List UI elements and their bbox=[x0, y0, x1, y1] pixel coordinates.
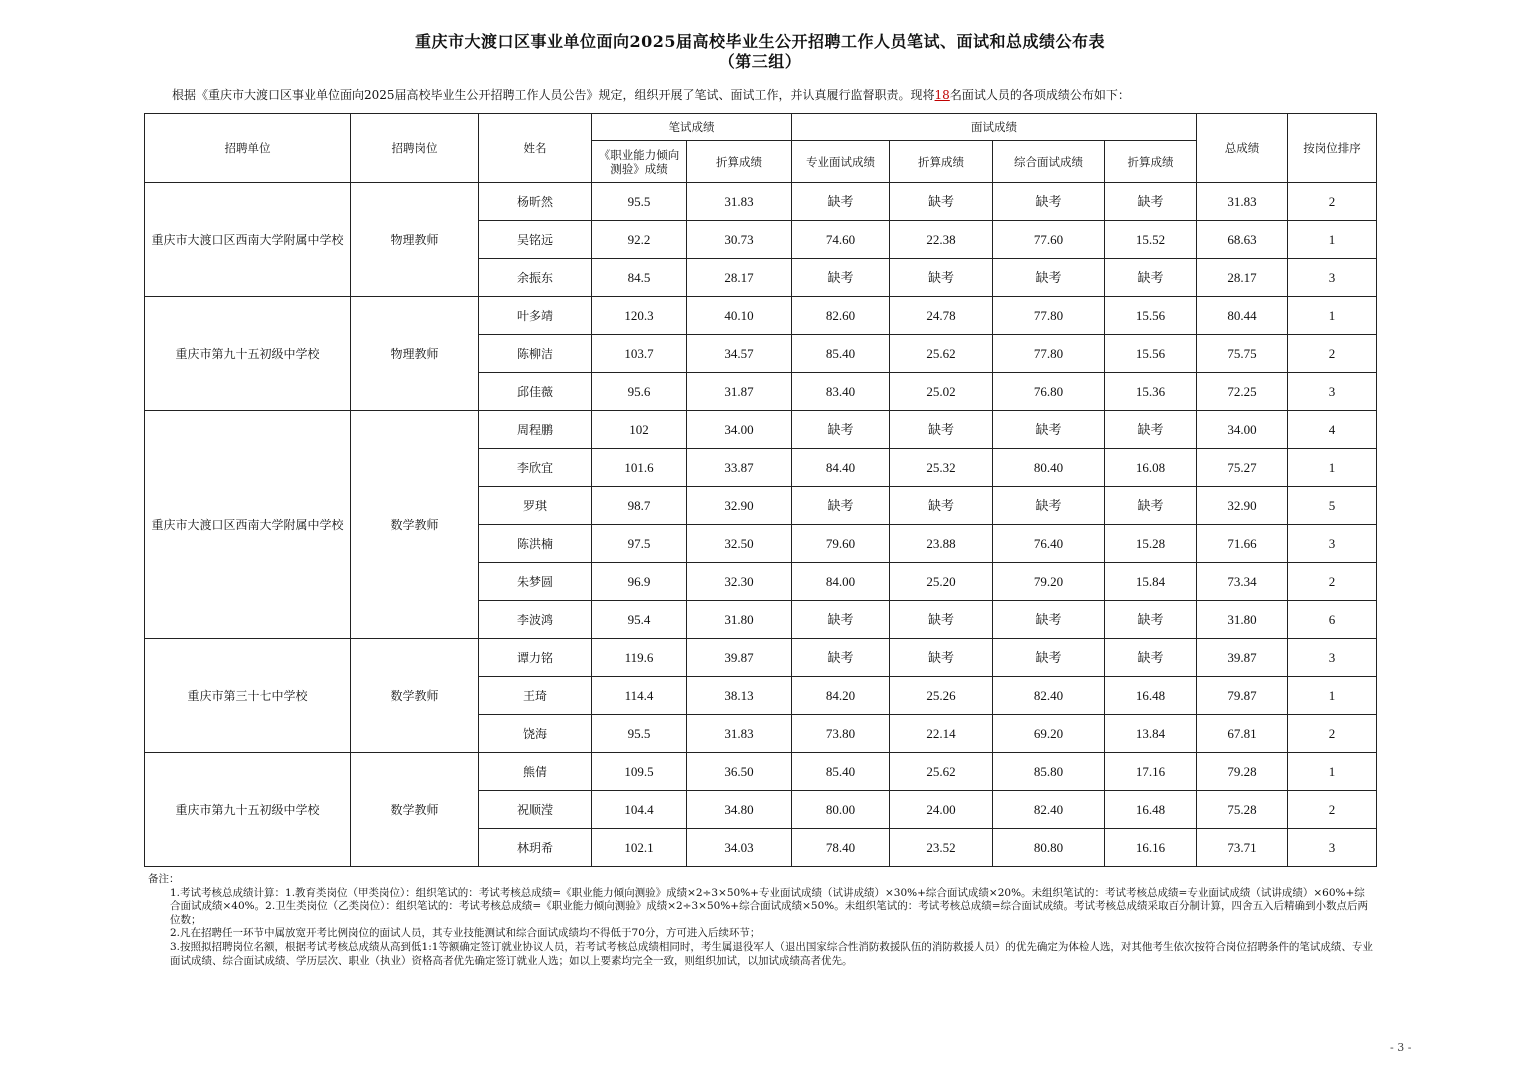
header-rank: 按岗位排序 bbox=[1288, 114, 1377, 183]
table-row bbox=[145, 297, 1377, 335]
header-general-converted: 折算成绩 bbox=[1105, 141, 1197, 183]
pro-conv-cell: 25.20 bbox=[890, 563, 993, 601]
pro-cell: 83.40 bbox=[792, 373, 890, 411]
total-cell: 75.27 bbox=[1197, 449, 1288, 487]
general-conv-cell: 15.36 bbox=[1105, 373, 1197, 411]
unit-cell: 重庆市第九十五初级中学校 bbox=[145, 297, 351, 411]
pro-conv-cell: 25.26 bbox=[890, 677, 993, 715]
written-conv-cell: 30.73 bbox=[687, 221, 792, 259]
position-cell: 数学教师 bbox=[351, 753, 479, 867]
header-name: 姓名 bbox=[479, 114, 592, 183]
general-conv-cell: 16.08 bbox=[1105, 449, 1197, 487]
position-cell: 数学教师 bbox=[351, 411, 479, 639]
name-cell: 陈洪楠 bbox=[479, 525, 592, 563]
written-conv-cell: 31.80 bbox=[687, 601, 792, 639]
general-cell: 缺考 bbox=[993, 183, 1105, 221]
pro-cell: 78.40 bbox=[792, 829, 890, 867]
name-cell: 邱佳薇 bbox=[479, 373, 592, 411]
rank-cell: 3 bbox=[1288, 639, 1377, 677]
notes-section bbox=[148, 873, 1373, 968]
written-cell: 101.6 bbox=[592, 449, 687, 487]
rank-cell: 2 bbox=[1288, 183, 1377, 221]
written-conv-cell: 34.00 bbox=[687, 411, 792, 449]
name-cell: 李波鸿 bbox=[479, 601, 592, 639]
rank-cell: 3 bbox=[1288, 373, 1377, 411]
general-cell: 77.60 bbox=[993, 221, 1105, 259]
pro-cell: 80.00 bbox=[792, 791, 890, 829]
page-subtitle: （第三组） bbox=[718, 52, 802, 71]
written-cell: 119.6 bbox=[592, 639, 687, 677]
general-conv-cell: 缺考 bbox=[1105, 411, 1197, 449]
written-conv-cell: 34.57 bbox=[687, 335, 792, 373]
name-cell: 陈柳洁 bbox=[479, 335, 592, 373]
intro-text-end: 名面试人员的各项成绩公布如下： bbox=[949, 88, 1130, 102]
header-interview-group: 面试成绩 bbox=[792, 114, 1197, 141]
total-cell: 73.71 bbox=[1197, 829, 1288, 867]
intro-count: 18 bbox=[934, 88, 950, 102]
total-cell: 80.44 bbox=[1197, 297, 1288, 335]
general-cell: 缺考 bbox=[993, 487, 1105, 525]
pro-conv-cell: 缺考 bbox=[890, 601, 993, 639]
pro-cell: 82.60 bbox=[792, 297, 890, 335]
rank-cell: 1 bbox=[1288, 677, 1377, 715]
page-number: - 3 - bbox=[1390, 1041, 1412, 1054]
pro-conv-cell: 22.14 bbox=[890, 715, 993, 753]
rank-cell: 1 bbox=[1288, 297, 1377, 335]
general-cell: 77.80 bbox=[993, 297, 1105, 335]
rank-cell: 2 bbox=[1288, 791, 1377, 829]
general-conv-cell: 15.28 bbox=[1105, 525, 1197, 563]
general-cell: 77.80 bbox=[993, 335, 1105, 373]
table-row bbox=[145, 753, 1377, 791]
pro-cell: 85.40 bbox=[792, 753, 890, 791]
general-cell: 85.80 bbox=[993, 753, 1105, 791]
general-conv-cell: 15.56 bbox=[1105, 335, 1197, 373]
written-conv-cell: 36.50 bbox=[687, 753, 792, 791]
written-cell: 114.4 bbox=[592, 677, 687, 715]
pro-conv-cell: 缺考 bbox=[890, 411, 993, 449]
pro-conv-cell: 24.78 bbox=[890, 297, 993, 335]
written-cell: 95.4 bbox=[592, 601, 687, 639]
general-conv-cell: 13.84 bbox=[1105, 715, 1197, 753]
general-conv-cell: 缺考 bbox=[1105, 639, 1197, 677]
general-cell: 82.40 bbox=[993, 677, 1105, 715]
header-written-group: 笔试成绩 bbox=[592, 114, 792, 141]
written-conv-cell: 32.90 bbox=[687, 487, 792, 525]
pro-conv-cell: 24.00 bbox=[890, 791, 993, 829]
pro-cell: 74.60 bbox=[792, 221, 890, 259]
notes-label: 备注： bbox=[148, 873, 180, 885]
general-cell: 80.40 bbox=[993, 449, 1105, 487]
general-cell: 76.80 bbox=[993, 373, 1105, 411]
general-conv-cell: 15.84 bbox=[1105, 563, 1197, 601]
pro-conv-cell: 缺考 bbox=[890, 487, 993, 525]
pro-conv-cell: 缺考 bbox=[890, 639, 993, 677]
general-conv-cell: 16.48 bbox=[1105, 791, 1197, 829]
unit-cell: 重庆市第九十五初级中学校 bbox=[145, 753, 351, 867]
pro-cell: 85.40 bbox=[792, 335, 890, 373]
rank-cell: 4 bbox=[1288, 411, 1377, 449]
written-cell: 92.2 bbox=[592, 221, 687, 259]
total-cell: 75.28 bbox=[1197, 791, 1288, 829]
position-cell: 数学教师 bbox=[351, 639, 479, 753]
name-cell: 余振东 bbox=[479, 259, 592, 297]
written-conv-cell: 32.30 bbox=[687, 563, 792, 601]
total-cell: 79.87 bbox=[1197, 677, 1288, 715]
general-cell: 76.40 bbox=[993, 525, 1105, 563]
general-conv-cell: 16.16 bbox=[1105, 829, 1197, 867]
written-conv-cell: 34.80 bbox=[687, 791, 792, 829]
written-conv-cell: 31.83 bbox=[687, 715, 792, 753]
written-cell: 95.5 bbox=[592, 183, 687, 221]
name-cell: 杨昕然 bbox=[479, 183, 592, 221]
header-written-converted: 折算成绩 bbox=[687, 141, 792, 183]
name-cell: 周程鹏 bbox=[479, 411, 592, 449]
rank-cell: 6 bbox=[1288, 601, 1377, 639]
header-pro-interview: 专业面试成绩 bbox=[792, 141, 890, 183]
rank-cell: 2 bbox=[1288, 715, 1377, 753]
written-conv-cell: 33.87 bbox=[687, 449, 792, 487]
pro-conv-cell: 23.52 bbox=[890, 829, 993, 867]
pro-conv-cell: 25.62 bbox=[890, 335, 993, 373]
intro-paragraph bbox=[172, 86, 1130, 103]
written-conv-cell: 31.83 bbox=[687, 183, 792, 221]
pro-conv-cell: 缺考 bbox=[890, 259, 993, 297]
header-general-interview: 综合面试成绩 bbox=[993, 141, 1105, 183]
pro-cell: 79.60 bbox=[792, 525, 890, 563]
name-cell: 熊倩 bbox=[479, 753, 592, 791]
pro-cell: 73.80 bbox=[792, 715, 890, 753]
total-cell: 32.90 bbox=[1197, 487, 1288, 525]
name-cell: 李欣宜 bbox=[479, 449, 592, 487]
total-cell: 31.80 bbox=[1197, 601, 1288, 639]
written-conv-cell: 31.87 bbox=[687, 373, 792, 411]
rank-cell: 5 bbox=[1288, 487, 1377, 525]
pro-cell: 84.40 bbox=[792, 449, 890, 487]
general-conv-cell: 15.52 bbox=[1105, 221, 1197, 259]
name-cell: 林玥希 bbox=[479, 829, 592, 867]
pro-conv-cell: 22.38 bbox=[890, 221, 993, 259]
written-cell: 120.3 bbox=[592, 297, 687, 335]
score-table bbox=[144, 113, 1377, 867]
header-position: 招聘岗位 bbox=[351, 114, 479, 183]
position-cell: 物理教师 bbox=[351, 183, 479, 297]
total-cell: 79.28 bbox=[1197, 753, 1288, 791]
pro-cell: 缺考 bbox=[792, 259, 890, 297]
written-cell: 104.4 bbox=[592, 791, 687, 829]
rank-cell: 1 bbox=[1288, 449, 1377, 487]
name-cell: 祝顺滢 bbox=[479, 791, 592, 829]
header-pro-converted: 折算成绩 bbox=[890, 141, 993, 183]
rank-cell: 1 bbox=[1288, 753, 1377, 791]
written-conv-cell: 28.17 bbox=[687, 259, 792, 297]
header-written-score: 《职业能力倾向测验》成绩 bbox=[592, 141, 687, 183]
general-conv-cell: 缺考 bbox=[1105, 487, 1197, 525]
table-row bbox=[145, 639, 1377, 677]
general-cell: 缺考 bbox=[993, 411, 1105, 449]
unit-cell: 重庆市大渡口区西南大学附属中学校 bbox=[145, 183, 351, 297]
unit-cell: 重庆市大渡口区西南大学附属中学校 bbox=[145, 411, 351, 639]
rank-cell: 3 bbox=[1288, 525, 1377, 563]
intro-text: 根据《重庆市大渡口区事业单位面向2025届高校毕业生公开招聘工作人员公告》规定，组织开展了笔试、面试工作，并认真履行监督职责。现将 bbox=[172, 88, 935, 102]
total-cell: 34.00 bbox=[1197, 411, 1288, 449]
written-cell: 97.5 bbox=[592, 525, 687, 563]
pro-conv-cell: 25.62 bbox=[890, 753, 993, 791]
rank-cell: 1 bbox=[1288, 221, 1377, 259]
written-conv-cell: 39.87 bbox=[687, 639, 792, 677]
name-cell: 朱梦圆 bbox=[479, 563, 592, 601]
table-row bbox=[145, 411, 1377, 449]
written-cell: 98.7 bbox=[592, 487, 687, 525]
written-conv-cell: 34.03 bbox=[687, 829, 792, 867]
general-cell: 缺考 bbox=[993, 639, 1105, 677]
total-cell: 28.17 bbox=[1197, 259, 1288, 297]
pro-cell: 缺考 bbox=[792, 411, 890, 449]
total-cell: 67.81 bbox=[1197, 715, 1288, 753]
general-cell: 缺考 bbox=[993, 601, 1105, 639]
total-cell: 39.87 bbox=[1197, 639, 1288, 677]
position-cell: 物理教师 bbox=[351, 297, 479, 411]
general-cell: 82.40 bbox=[993, 791, 1105, 829]
note-item: 3.按照拟招聘岗位名额，根据考试考核总成绩从高到低1:1等额确定签订就业协议人员，若考试考核总成绩相同时，考生属退役军人（退出国家综合性消防救援队伍的消防救援人员）的优先确定为体检人选，对其他考生依次按符合岗位招聘条件的笔试成绩、专业面试成绩、综合面试成绩、学历层次、职业（执业）资格高者优先确定签订就业人选；如以上要素均完全一致，则组织加试，以加试成绩高者优先。 bbox=[170, 940, 1373, 967]
name-cell: 叶多靖 bbox=[479, 297, 592, 335]
general-conv-cell: 缺考 bbox=[1105, 183, 1197, 221]
table-row bbox=[145, 183, 1377, 221]
rank-cell: 3 bbox=[1288, 259, 1377, 297]
pro-cell: 84.20 bbox=[792, 677, 890, 715]
general-conv-cell: 16.48 bbox=[1105, 677, 1197, 715]
written-cell: 84.5 bbox=[592, 259, 687, 297]
written-cell: 103.7 bbox=[592, 335, 687, 373]
pro-conv-cell: 23.88 bbox=[890, 525, 993, 563]
written-cell: 95.5 bbox=[592, 715, 687, 753]
written-cell: 96.9 bbox=[592, 563, 687, 601]
total-cell: 72.25 bbox=[1197, 373, 1288, 411]
written-conv-cell: 32.50 bbox=[687, 525, 792, 563]
pro-cell: 缺考 bbox=[792, 487, 890, 525]
total-cell: 31.83 bbox=[1197, 183, 1288, 221]
rank-cell: 2 bbox=[1288, 563, 1377, 601]
general-cell: 79.20 bbox=[993, 563, 1105, 601]
note-item: 1.考试考核总成绩计算：1.教育类岗位（甲类岗位）：组织笔试的：考试考核总成绩=《职业能力倾向测验》成绩×2÷3×50%+专业面试成绩（试讲成绩）×30%+综合面试成绩×20%。未组织笔试的：考试考核总成绩=专业面试成绩（试讲成绩）×60%+综合面试成绩×40%。2.卫生类岗位（乙类岗位）：组织笔试的：考试考核总成绩=《职业能力倾向测验》成绩×2÷3×50%+综合面试成绩×50%。未组织笔试的：考试考核总成绩=综合面试成绩。考试考核总成绩采取百分制计算，四舍五入后精确到小数点后两位数； bbox=[170, 886, 1369, 926]
general-conv-cell: 17.16 bbox=[1105, 753, 1197, 791]
header-unit: 招聘单位 bbox=[145, 114, 351, 183]
rank-cell: 2 bbox=[1288, 335, 1377, 373]
pro-conv-cell: 缺考 bbox=[890, 183, 993, 221]
general-cell: 80.80 bbox=[993, 829, 1105, 867]
rank-cell: 3 bbox=[1288, 829, 1377, 867]
pro-cell: 缺考 bbox=[792, 183, 890, 221]
pro-cell: 缺考 bbox=[792, 601, 890, 639]
name-cell: 吴铭远 bbox=[479, 221, 592, 259]
name-cell: 谭力铭 bbox=[479, 639, 592, 677]
general-cell: 69.20 bbox=[993, 715, 1105, 753]
header-total: 总成绩 bbox=[1197, 114, 1288, 183]
general-cell: 缺考 bbox=[993, 259, 1105, 297]
unit-cell: 重庆市第三十七中学校 bbox=[145, 639, 351, 753]
written-conv-cell: 40.10 bbox=[687, 297, 792, 335]
total-cell: 71.66 bbox=[1197, 525, 1288, 563]
total-cell: 73.34 bbox=[1197, 563, 1288, 601]
pro-cell: 缺考 bbox=[792, 639, 890, 677]
note-item: 2.凡在招聘任一环节中属放宽开考比例岗位的面试人员，其专业技能测试和综合面试成绩均不得低于70分，方可进入后续环节； bbox=[170, 927, 761, 940]
total-cell: 68.63 bbox=[1197, 221, 1288, 259]
total-cell: 75.75 bbox=[1197, 335, 1288, 373]
pro-cell: 84.00 bbox=[792, 563, 890, 601]
written-cell: 109.5 bbox=[592, 753, 687, 791]
name-cell: 罗琪 bbox=[479, 487, 592, 525]
written-conv-cell: 38.13 bbox=[687, 677, 792, 715]
written-cell: 102 bbox=[592, 411, 687, 449]
written-cell: 102.1 bbox=[592, 829, 687, 867]
name-cell: 王琦 bbox=[479, 677, 592, 715]
page-title: 重庆市大渡口区事业单位面向2025届高校毕业生公开招聘工作人员笔试、面试和总成绩公布表 bbox=[414, 32, 1106, 51]
written-cell: 95.6 bbox=[592, 373, 687, 411]
general-conv-cell: 缺考 bbox=[1105, 259, 1197, 297]
pro-conv-cell: 25.02 bbox=[890, 373, 993, 411]
name-cell: 饶海 bbox=[479, 715, 592, 753]
general-conv-cell: 15.56 bbox=[1105, 297, 1197, 335]
pro-conv-cell: 25.32 bbox=[890, 449, 993, 487]
general-conv-cell: 缺考 bbox=[1105, 601, 1197, 639]
